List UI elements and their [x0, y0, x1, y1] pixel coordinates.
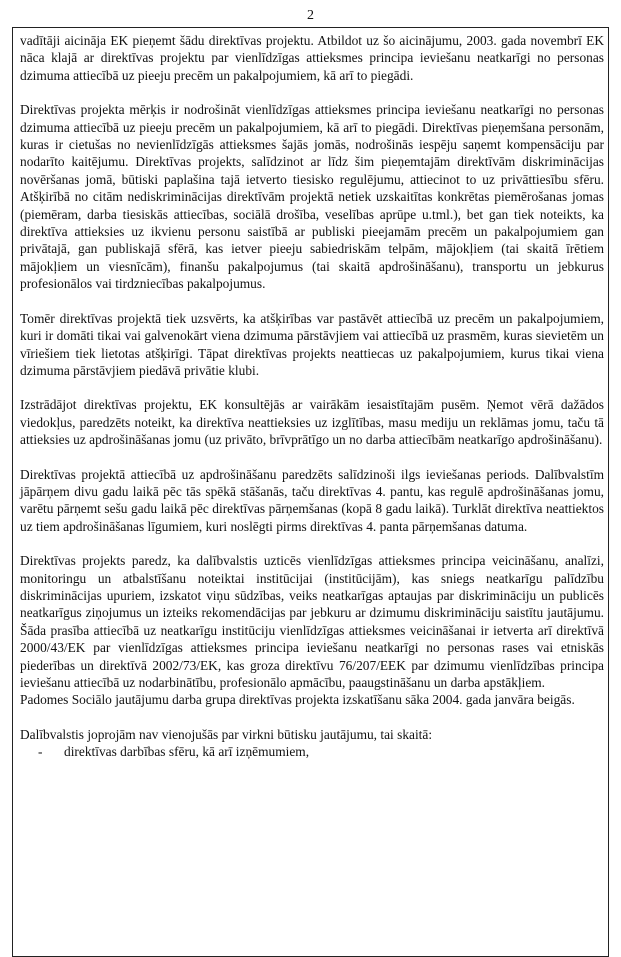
paragraph: Direktīvas projektā attiecībā uz apdrošināšanu paredzēts salīdzinoši ilgs ieviešanas periods. Dalībvalstīm jāpārņem divu gadu laikā pēc tās spēkā stāšanās, taču direktīvas 4. pantu, kas regulē apdrošināšanas jomu, varētu pārņemt sešu gadu laikā pēc direktīvas pārņemšanas (kopā 8 gadu laikā). Turklāt direktīva neattiektos uz tiem apdrošināšanas līgumiem, kuri noslēgti pirms direktīvas 4. panta pārņemšanas datuma. — [20, 466, 604, 534]
list-intro: Dalībvalstis joprojām nav vienojušās par virkni būtisku jautājumu, tai skaitā: — [20, 726, 433, 742]
list-item-text: direktīvas darbības sfēru, kā arī izņēmumiem, — [64, 744, 310, 760]
paragraph: vadītāji aicināja EK pieņemt šādu direktīvas projektu. Atbildot uz šo aicinājumu, 2003. gada novembrī EK nāca klajā ar direktīvas projektu par vienlīdzīgas attieksmes principa ieviešanu neatkarīgi no personas dzimuma attiecībā uz pieeju precēm un pakalpojumiem, kā arī to piegādi. — [20, 33, 604, 83]
document-body — [20, 32, 604, 761]
list-item — [20, 743, 604, 760]
issue-list — [20, 743, 604, 760]
paragraph: Tomēr direktīvas projektā tiek uzsvērts, ka atšķirības var pastāvēt attiecībā uz precēm un pakalpojumiem, kuri ir domāti tikai vai galvenokārt viena dzimuma pārstāvjiem vai attiecībā uz prasmēm, kuras sievietēm un vīriešiem tiek lietotas atšķirīgi. Tāpat direktīvas projekts neattiecas uz pakalpojumiem, kurus tikai viena dzimuma pārstāvjiem piedāvā privātie klubi. — [20, 310, 604, 378]
paragraph: Izstrādājot direktīvas projektu, EK konsultējās ar vairākām iesaistītajām pusēm. Ņemot vērā dažādos viedokļus, paredzēts noteikt, ka direktīva neattieksies uz izglītības, masu mediju un reklāmas jomu, taču tā attieksies uz apdrošināšanas jomu (uz privāto, brīvprātīgo un no darba attiecībām neatkarīgo apdrošināšanu). — [20, 397, 604, 448]
paragraph: Direktīvas projekta mērķis ir nodrošināt vienlīdzīgas attieksmes principa ieviešanu neatkarīgi no personas dzimuma attiecībā uz pieeju precēm un pakalpojumiem, kā arī to piegādi. Direktīvas pieņemšana personām, kuras ir cietušas no nevienlīdzīgās attieksmes šajās jomās, nodrošinās iespēju saņemt kompensāciju par nodarīto kaitējumu. Direktīvas projekts, salīdzinot ar līdz šim pieņemtajām direktīvām diskriminācijas novēršanas jomā, būtiski paplašina tajā ietverto tiesisko regulējumu, attiecinot to uz privāttiesību sfēru. Atšķirībā no citām nediskriminācijas direktīvām projektā netiek uzskaitītas konkrētas piemērošanas jomas (piemēram, darba tiesiskās attiecības, sociālā drošība, veselības aprūpe u.tml.), bet gan tiek noteikts, ka direktīva attieksies uz ikvienu personu saistībā ar publiski pieejamām precēm un pakalpojumiem gan privātajā, gan publiskajā sfērā, kas ietver pieeju sabiedriskām telpām, mājokļiem (tai skaitā īrētiem mājokļiem un viesnīcām), finanšu pakalpojumus (tai skaitā apdrošināšanu), transportu un jebkurus profesionālos vai tirdzniecības pakalpojumus. — [20, 102, 604, 292]
paragraph: Direktīvas projekts paredz, ka dalībvalstis uzticēs vienlīdzīgas attieksmes principa veicināšanu, analīzi, monitoringu un atbalstīšanu noteiktai institūcijai (institūcijām), kas sniegs neatkarīgu palīdzību diskriminācijas upuriem, izskatot viņu sūdzības, veiks neatkarīgas aptaujas par diskrimināciju un publicēs neatkarīgus ziņojumus un izteiks rekomendācijas par jebkuru ar dzimumu diskrimināciju saistītu jautājumu. Šāda prasība attiecībā uz neatkarīgu institūciju vienlīdzīgas attieksmes veicināšanai ir ietverta arī direktīvā 2000/43/EK par vienlīdzīgas attieksmes principa ieviešanu neatkarīgi no personas rases vai etniskās piederības un direktīvā 2002/73/EK, kas groza direktīvu 76/207/EEK par dzimumu vienlīdzības principa ieviešanu attiecībā uz nodarbinātību, profesionālo apmācību, paaugstināšanu un darba apstākļiem. — [20, 553, 604, 690]
list-marker: - — [38, 744, 43, 760]
paragraph: Padomes Sociālo jautājumu darba grupa direktīvas projekta izskatīšanu sāka 2004. gada janvāra beigās. — [20, 692, 575, 708]
page-number: 2 — [307, 8, 314, 23]
